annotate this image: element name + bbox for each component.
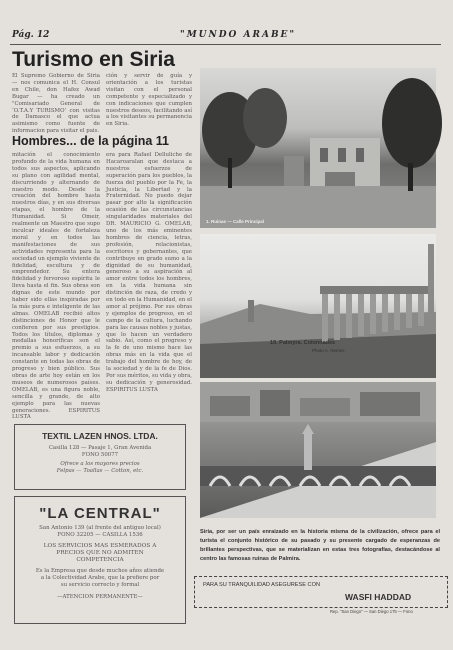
photo-street-caption: 1. Ruinas — Calle Principal: [206, 219, 265, 224]
ad-textil-title: TEXTIL LAZEN HNOS. LTDA.: [42, 431, 158, 441]
article1-column-1: El Supremo Gobierno de Siria — nos comunica el H. Consul en Chile, don Hafez Awad Bugar — ha creado un "Comisariado General de ‘O.T.A.Y TURISMO’ con visitas de Damasco el que actua asimismo como fuente de informacion para visitar el pais.: [12, 73, 100, 135]
page-number: Pág. 12: [12, 30, 50, 40]
photo-palmyra-credit: Photo A. Nemes: [312, 348, 345, 353]
ad-central-body-2: a la Colectividad Arabe, que la prefiere por: [40, 575, 160, 581]
ad-wasfi-tagline: PARA SU TRANQUILIDAD ASEGURESE CON: [203, 582, 320, 588]
photos-caption: Siria, por ser un país enraizado en la historia misma de la civilización, ofrece para el turista el conjunto histórico de su pasado y su presente cargado de esperanzas de brillantes perspectivas, que se materializan en estas tres fotografías, destacándose al centro las famosas ruinas de Palmira.: [200, 529, 440, 562]
ad-central-phone: FONO 32205 — CASILLA 1536: [57, 532, 143, 538]
photo-palmyra-caption: 19. Palmyra. Colonnades: [270, 340, 336, 346]
photo-palmyra-image: [200, 234, 436, 378]
article-title-hombres: Hombres... de la página 11: [12, 134, 170, 148]
ad-central-title: "LA CENTRAL": [39, 505, 161, 522]
photo-city: [200, 382, 436, 518]
photo-street-image: [200, 68, 436, 228]
ad-central-slogan-3: COMPETENCIA: [76, 557, 124, 563]
ad-central-body-3: su servicio correcto y formal: [60, 582, 140, 588]
ad-textil-products: Felpas — Toallas — Cotton, etc.: [56, 468, 144, 474]
ad-wasfi-haddad: [194, 576, 448, 608]
ad-central-footer: —ATENCION PERMANENTE—: [57, 594, 143, 600]
header-rule: [10, 44, 441, 45]
page-header: [12, 30, 439, 44]
ad-central-body-1: Es la Empresa que desde muchos años atiende: [35, 568, 165, 574]
photo-city-image: [200, 382, 436, 518]
ad-central-slogan-2: PRECIOS QUE NO ADMITEN: [56, 550, 144, 556]
photo-street: [200, 68, 436, 228]
ad-central-address: San Antonio 139 (al frente del antiguo local): [39, 525, 161, 531]
ad-textil-address: Casilla 128 — Pasaje 1, Gran Avenida: [48, 445, 152, 451]
ad-textil-offer: Ofrece a los mayores precios: [60, 461, 140, 467]
article2-column-1: mitación el conocimiento profundo de la vida humana en todos sus aspectos, aplicando su plano con agilidad mental, discurriendo y alternando de nuestro modo. Desde la creación del hombre hasta nuestros días, y en sus diversas etapas, el hombre de la Humanidad. Si Omeir, realmente un Maestro que supo inculcar ideales de fortaleza moral y en todos las manifestaciones de sus actividades representa para la sociedad un ejemplo viviente de fidelidad, escultura y de emprendedor. Su entera fidelidad y fervoroso espíritu le lleva hasta el fin. Sus obras son dignas de este mundo por haber sido ellas inspiradas por la más pura e inteligente de las almas. OMELAB recibió altos distinciones de Honor que le confieren por sus prestigios. Todos los títulos, diplomas y medallas honoríficas son el premio a sus esfuerzos, a su incansable labor y dedicación constante en todas las obras de progreso y bien público. Sus obras de arte hoy están en los museos de numerosos países. OMELAB, es una figura noble, sencilla y grande, de alto ejemplo para las nuevas generaciones. ESPIRITUS LUSTA: [12, 152, 100, 421]
photo-palmyra: [200, 234, 436, 378]
masthead: "MUNDO ARABE": [180, 30, 297, 40]
article1-column-2: ción y servir de guía y orientación a los turistas visitan con el personal competente y especializado y con indicaciones que cumplen nuestros deseos, facilitando así a los visitantes su permanencia en Siria.: [106, 73, 192, 128]
ad-wasfi-name: WASFI HADDAD: [345, 592, 412, 602]
ad-central-slogan-1: LOS SERVICIOS MAS ESMERADOS A: [43, 543, 157, 549]
ad-wasfi-footnote: Rep. "San Diego" — San Diego 175 — Fono: [330, 609, 413, 614]
ad-la-central: [14, 496, 186, 624]
article-title-turismo: Turismo en Siria: [12, 48, 175, 71]
article2-column-2: era para Rafael Delluliche de Hacaroaralan que destaca a nuestros esfuerzos de superación para los pueblos, la fuerza del pueblo por la Fe, la Justicia, la Libertad y la Fraternidad. No puedo dejar pasar por alto la significación ocasión de las circunstancias singularidades materiales del DR. MAURICIO G. OMELAB, uno de los más eminentes hombres de ciencia, letras, profesión, relacionistas, escritores y gobernantes, que contribuye en grado sumo a la dignidad de su humanidad, generoso a su aspiración al amor entre todos los hombres, en la vida humana sin distinción de raza, de credo y en todo en la Humanidad, en el amor al prójimo. Por sus obras y ejemplos de progreso, en el campo de la cultura, luchando para las causas nobles y justas, que lo hacen un verdadero sabio. Así, como el progreso y la fe de uno mismo hace las obras más en la vida que el trabajo del hombre de hoy, de la sociedad y de la fe de Dios. Por sus méritos, su vida y obra, su dedicación y generosidad. ESPIRITUS LUSTA: [106, 152, 192, 393]
ad-textil-lazen: [14, 424, 186, 490]
ad-textil-phone: FONO 50077: [81, 452, 119, 458]
